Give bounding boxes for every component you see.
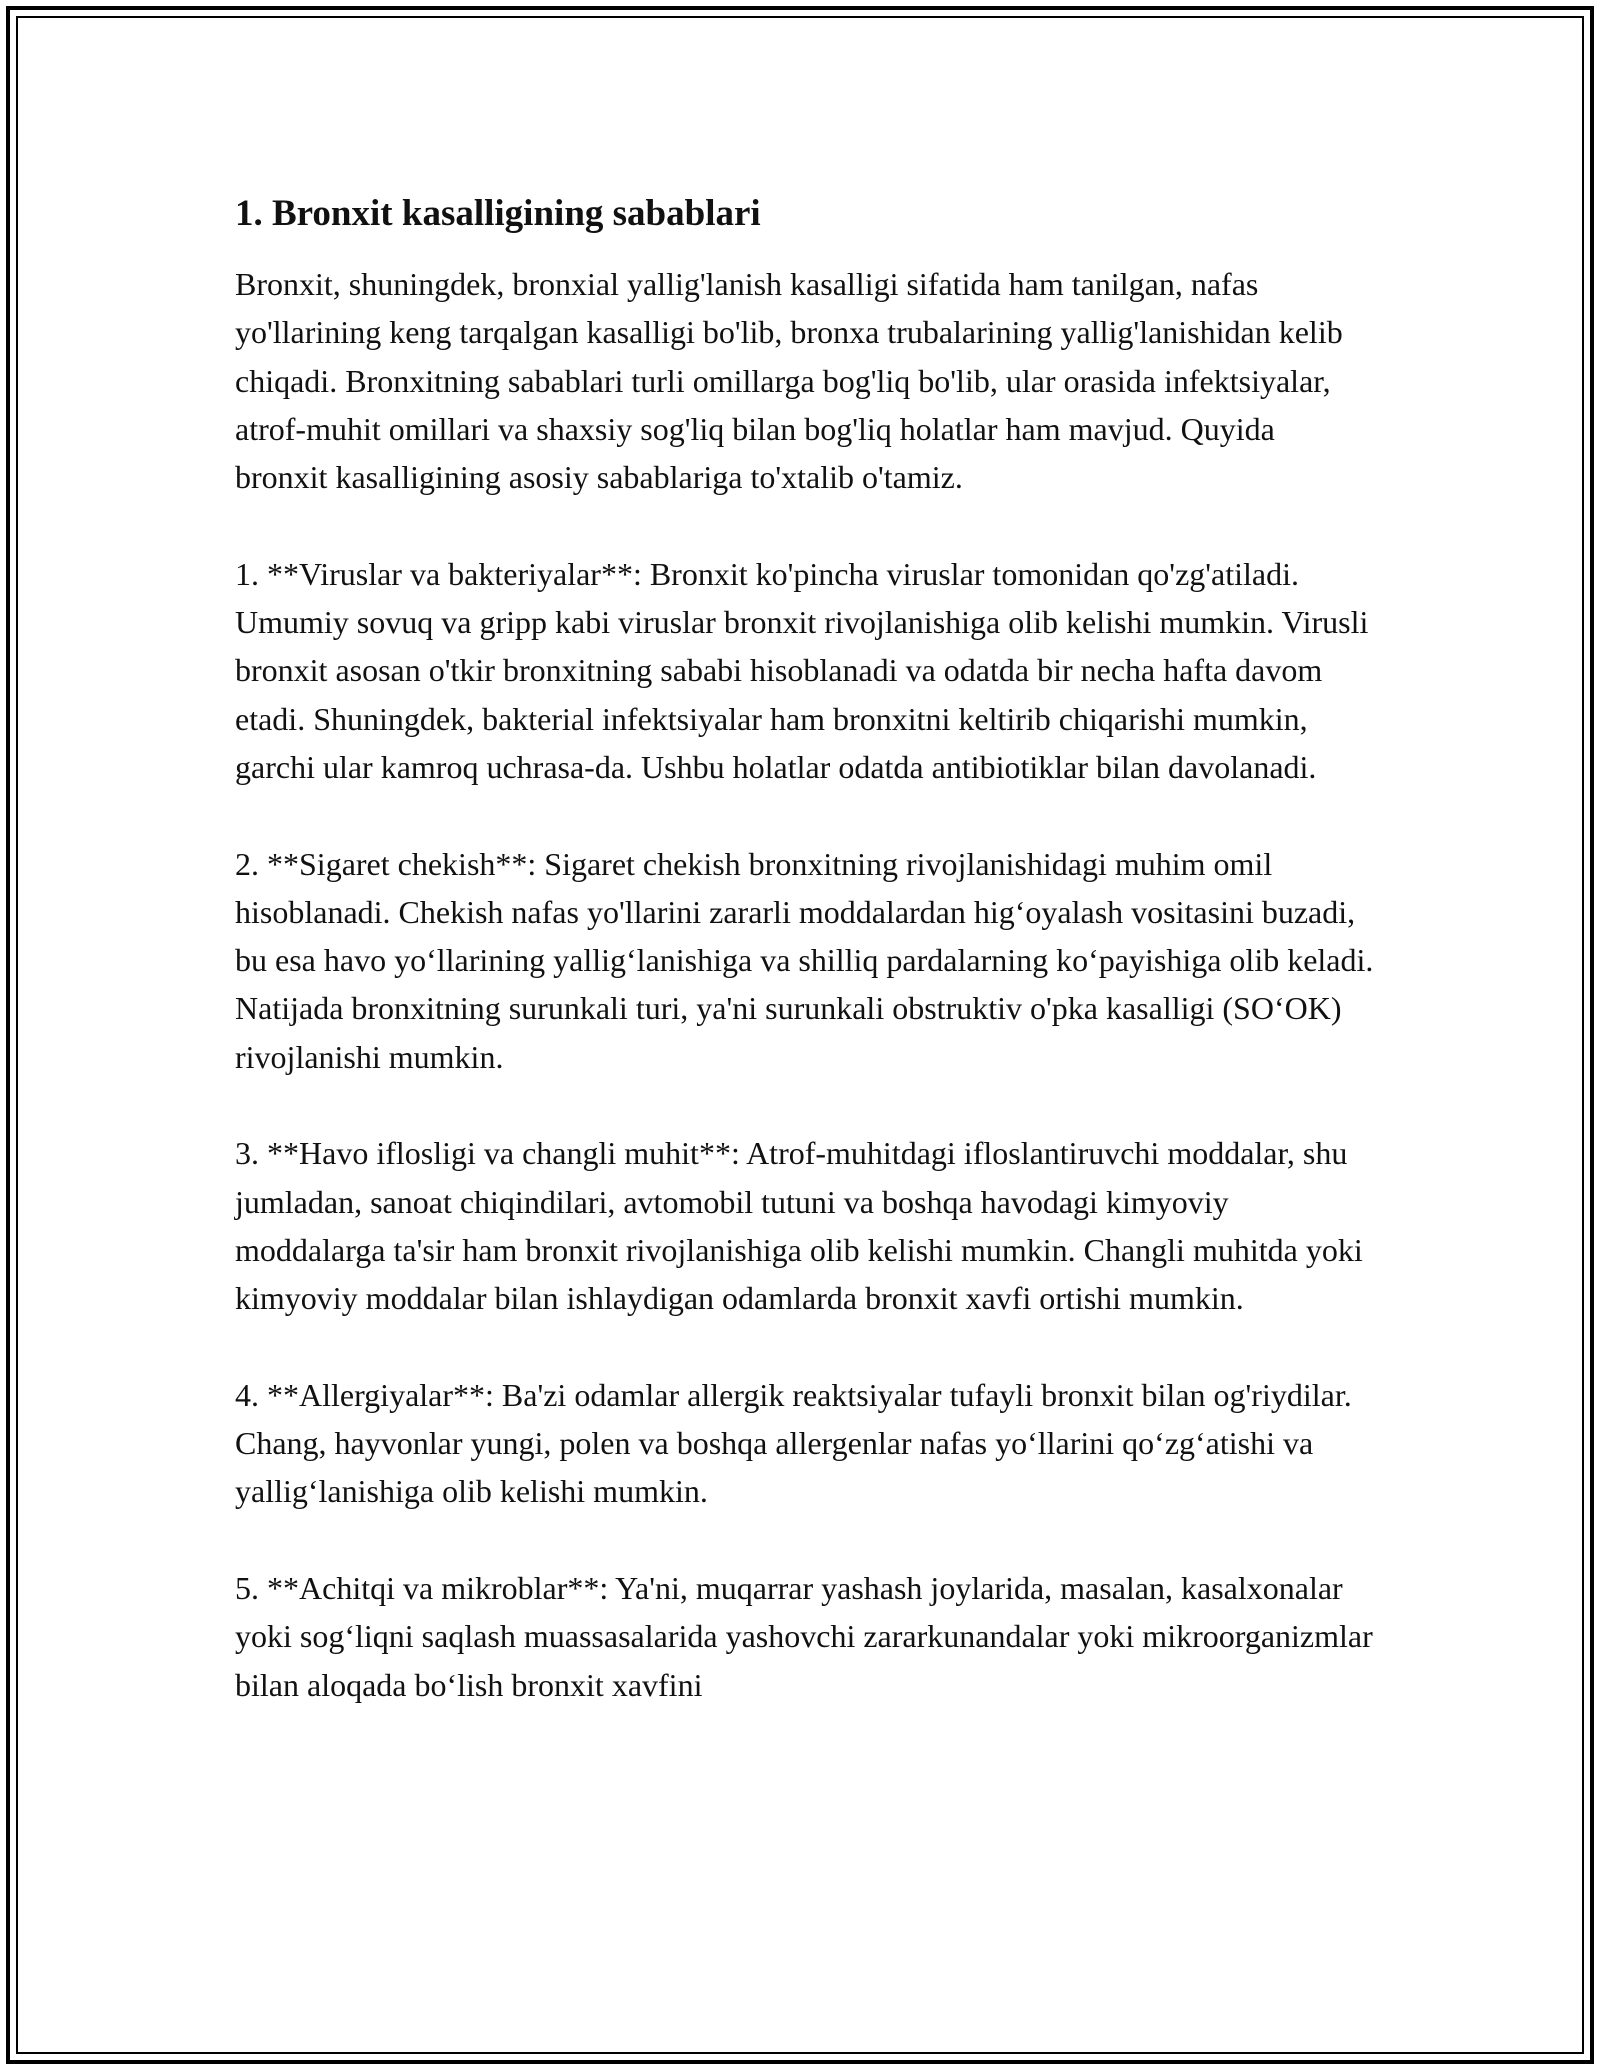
document-title: 1. Bronxit kasalligining sabablari bbox=[235, 193, 761, 234]
paragraph-allergies: 4. **Allergiyalar**: Ba'zi odamlar allergik reaktsiyalar tufayli bronxit bilan og'riydilar. Chang, hayvonlar yungi, polen va boshqa allergenlar nafas yo‘llarini qo‘zg‘atishi va yallig‘lanishiga olib kelishi mumkin. bbox=[235, 1376, 1352, 1510]
paragraph-viruses: 1. **Viruslar va bakteriyalar**: Bronxit ko'pincha viruslar tomonidan qo'zg'atiladi. Umumiy sovuq va gripp kabi viruslar bronxit rivojlanishiga olib kelishi mumkin. Virusli bronxit asosan o'tkir bronxitning sababi hisoblanadi va odatda bir necha hafta davom etadi. Shuningdek, bakterial infektsiyalar ham bronxitni keltirib chiqarishi mumkin, garchi ular kamroq uchrasa-da. Ushbu holatlar odatda antibiotiklar bilan davolanadi. bbox=[235, 555, 1369, 785]
paragraph-air-pollution: 3. **Havo iflosligi va changli muhit**: Atrof-muhitdagi ifloslantiruvchi moddalar, shu jumladan, sanoat chiqindilari, avtomobil tutuni va boshqa havodagi kimyoviy moddalarga ta'sir ham bronxit rivojlanishiga olib kelishi mumkin. Changli muhitda yoki kimyoviy moddalar bilan ishlaydigan odamlarda bronxit xavfi ortishi mumkin. bbox=[235, 1135, 1363, 1317]
paragraph-intro: Bronxit, shuningdek, bronxial yallig'lanish kasalligi sifatida ham tanilgan, nafas yo'llarining keng tarqalgan kasalligi bo'lib, bronxa trubalarining yallig'lanishidan kelib chiqadi. Bronxitning sabablari turli omillarga bog'liq bo'lib, ular orasida infektsiyalar, atrof-muhit omillari va shaxsiy sog'liq bilan bog'liq holatlar ham mavjud. Quyida bronxit kasalligining asosiy sabablariga to'xtalib o'tamiz. bbox=[235, 266, 1343, 496]
paragraph-smoking: 2. **Sigaret chekish**: Sigaret chekish bronxitning rivojlanishidagi muhim omil hisoblanadi. Chekish nafas yo'llarini zararli moddalardan hig‘oyalash vositasini buzadi, bu esa havo yo‘llarining yallig‘lanishiga va shilliq pardalarning ko‘payishiga olib keladi. Natijada bronxitning surunkali turi, ya'ni surunkali obstruktiv o'pka kasalligi (SO‘OK) rivojlanishi mumkin. bbox=[235, 845, 1374, 1075]
document-body bbox=[235, 190, 1375, 1757]
paragraph-microbes: 5. **Achitqi va mikroblar**: Ya'ni, muqarrar yashash joylarida, masalan, kasalxonalar yoki sog‘liqni saqlash muassasalarida yashovchi zararkunandalar yoki mikroorganizmlar bilan aloqada bo‘lish bronxit xavfini bbox=[235, 1570, 1373, 1703]
